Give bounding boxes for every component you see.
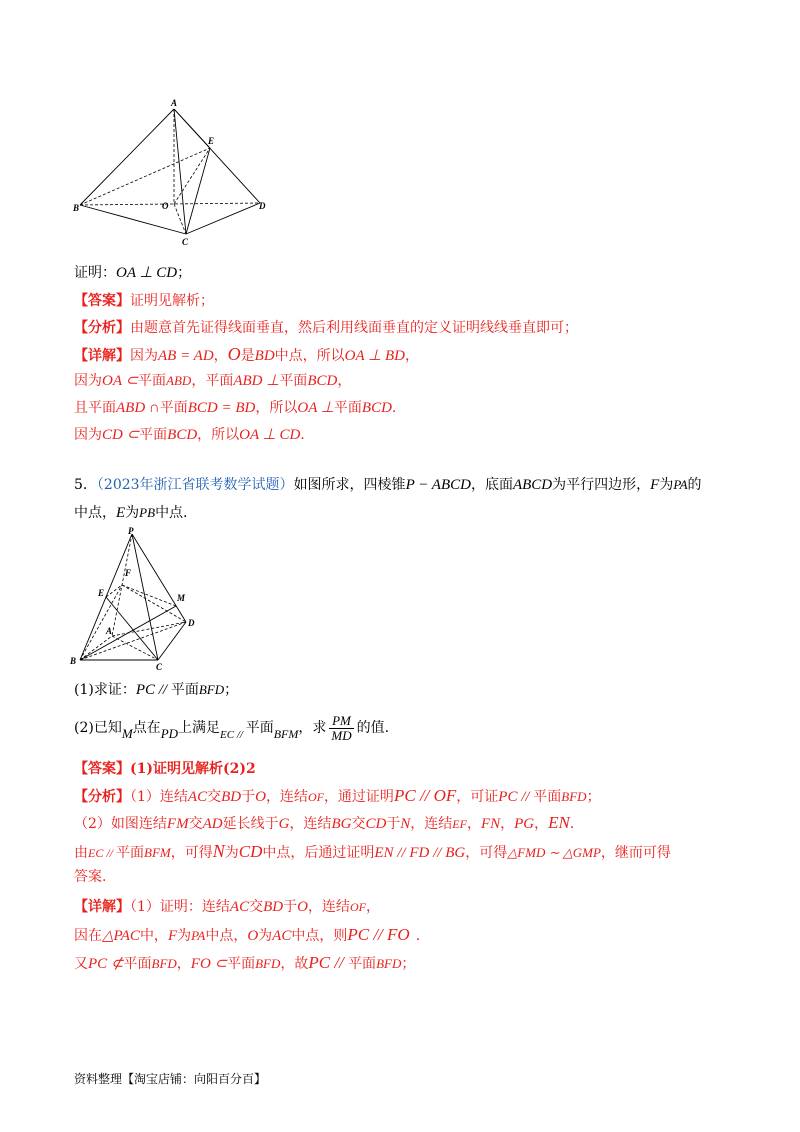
label-B: B [70,656,77,666]
analysis-line-5-3: 由EC // 平面BFM，可得N为CD中点，后通过证明EN // FD // BG，可得△FMD ∼ △GMP，继而可得 [74,841,671,861]
label-A: A [171,98,178,108]
detail-line-5-3: 又PC ⊄平面BFD，FO ⊂平面BFD，故PC // 平面BFD； [74,953,416,972]
answer-line-4: 【答案】证明见解析； [74,293,214,309]
problem-5-line-2: 中点，E为PB中点. [74,505,188,521]
label-P: P [128,526,134,536]
proof-statement: 证明：OA ⊥ CD； [74,265,192,281]
label-F: F [125,568,132,578]
question-1: (1)求证：PC // 平面BFD； [74,682,239,698]
detail-line-4-2: 因为OA ⊂平面ABD，平面ABD ⊥平面BCD， [74,373,352,389]
figure-tetrahedron-1 [70,95,280,250]
figure-pyramid-2 [68,526,208,671]
label-E: E [208,136,215,146]
detail-line-5-2: 因在△PAC中，F为PA中点，O为AC中点，则PC // FO . [74,925,421,944]
label-M: M [177,593,186,603]
label-E: E [98,588,105,598]
detail-line-5-1: 【详解】（1）证明：连结AC交BD于O，连结OF， [74,899,380,915]
analysis-line-5-1: 【分析】（1）连结AC交BD于O，连结OF，通过证明PC // OF，可证PC // 平面BFD； [74,786,601,805]
answer-line-5: 【答案】(1)证明见解析(2)2 [74,761,256,777]
analysis-line-4: 【分析】由题意首先证得线面垂直，然后利用线面垂直的定义证明线线垂直即可； [74,320,578,336]
problem-5-line-1: 5．（2023年浙江省联考数学试题）如图所求，四棱锥P − ABCD，底面ABCD为平行四边形，F为PA的 [74,477,702,493]
question-2: (2)已知M点在PD上满足$_{EC //}$ 平面BFM，求 $\frac{PM}{MD}$ 的值. [74,712,390,743]
analysis-line-5-4: 答案. [74,869,107,885]
detail-line-4-3: 且平面ABD ∩平面BCD = BD，所以OA ⊥平面BCD. [74,400,397,416]
label-D: D [188,618,195,628]
footer: 资料整理【淘宝店铺：向阳百分百】 [74,1072,267,1086]
label-D: D [259,201,266,211]
label-O: O [162,201,169,211]
label-C: C [156,662,163,671]
detail-line-4-4: 因为CD ⊂平面BCD，所以OA ⊥ CD. [74,427,305,443]
label-B: B [73,203,80,213]
label-C: C [182,237,189,247]
analysis-line-5-2: （2）如图连结FM交AD延长线于G，连结BG交CD于N，连结EF，FN，PG，EN. [74,813,575,832]
fraction-pm-md: $\frac{PM}{MD}$ [331,712,352,743]
detail-line-4-1: 【详解】因为AB = AD，O是BD中点，所以OA ⊥ BD， [74,344,419,364]
label-A: A [106,626,113,636]
